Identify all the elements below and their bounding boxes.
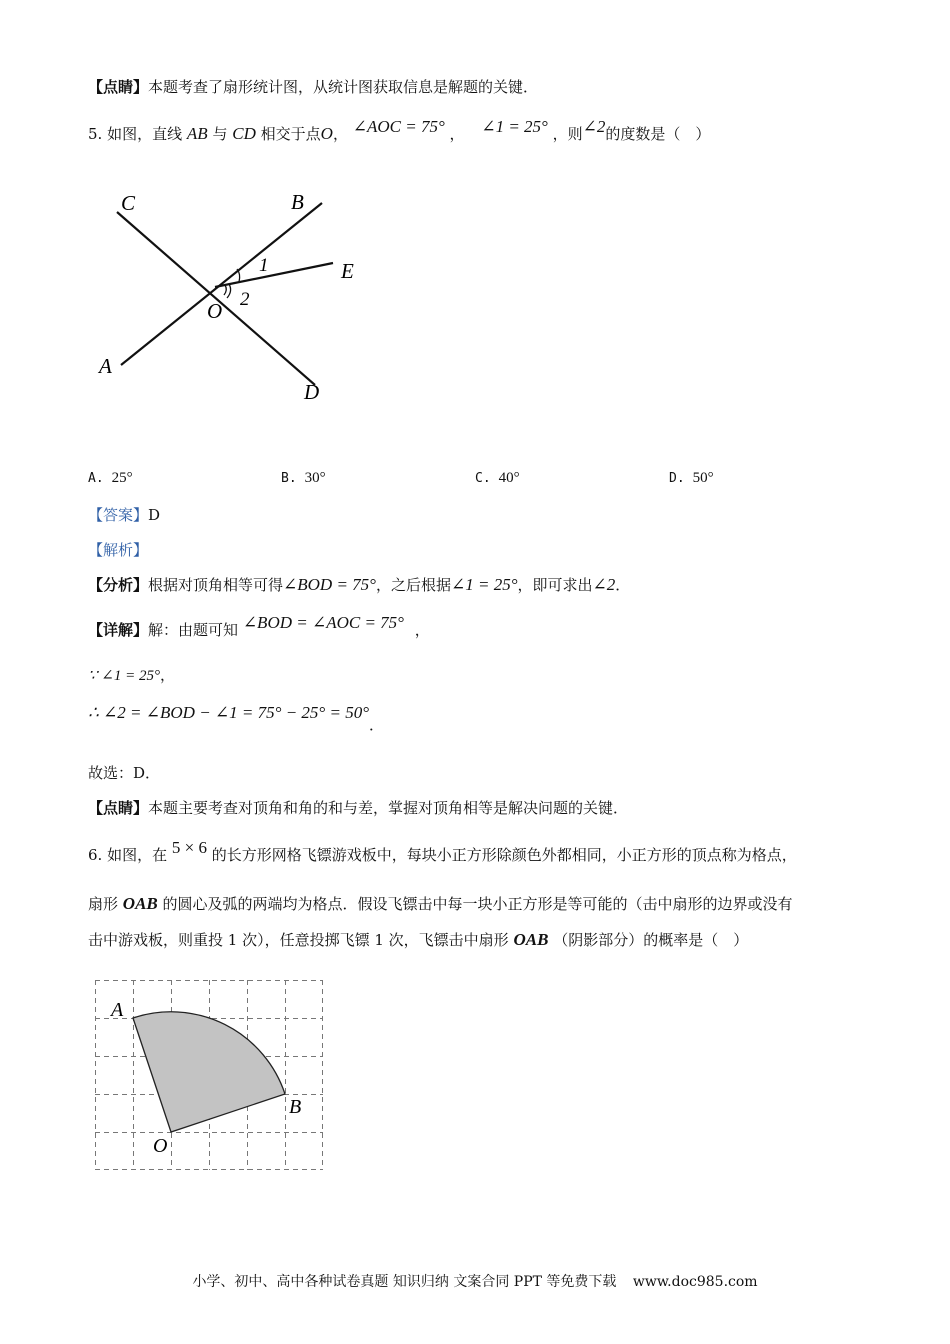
angle-1-value: ∠1 = 25° [481,117,548,136]
option-letter: D. [669,471,685,486]
angle-2-arc-inner [224,285,226,295]
fenxi-text-3: ，即可求出 [517,576,593,594]
answer-line [88,505,160,525]
figure-intersecting-lines [90,185,380,415]
fenxi-math-3: ∠2 [592,575,616,594]
fenxi-text-1: 根据对顶角相等可得 [148,576,284,594]
label-a: A [111,999,124,1021]
footer-text: 小学、初中、高中各种试卷真题 知识归纳 文案合同 PPT 等免费下载 [192,1274,617,1290]
point-note-1 [88,77,538,97]
detail-tag: 【详解】 [88,621,149,639]
question-6-line-2 [88,894,793,914]
analysis-heading [88,540,148,560]
detail-text: 解：由题可知 [148,621,239,639]
option-letter: B. [281,471,297,486]
line-cd: CD [232,124,256,143]
question-5-stem [88,117,711,144]
point-text: 本题主要考查对顶角和角的和与差，掌握对顶角相等是解决问题的关键． [148,799,629,817]
detail-comma: ， [414,621,430,639]
line-ab: AB [186,124,208,143]
sector-oab-shape [133,1012,285,1132]
label-angle-1: 1 [259,255,269,276]
option-a[interactable] [88,470,133,487]
option-b[interactable] [281,470,326,487]
q6-text-2a: 扇形 [88,895,119,913]
label-a: A [99,354,112,378]
q5-comma1: ， [332,125,348,143]
question-6-line-1 [88,838,797,865]
therefore-math: ∴ ∠2 = ∠BOD − ∠1 = 75° − 25° = 50° [88,703,369,722]
point-text: 本题考查了扇形统计图，从统计图获取信息是解题的关键． [148,78,539,96]
analysis-tag: 【解析】 [88,541,149,559]
footer-link[interactable]: www.doc985.com [632,1274,758,1290]
line-ab-stroke [121,203,322,365]
q5-mid1: 与 [212,125,228,143]
page-footer [0,1271,950,1291]
q5-mid2: 相交于点 [260,125,321,143]
fenxi-math-2: ∠1 = 25° [451,575,518,594]
because-line [88,665,175,686]
option-value: 25° [111,470,133,486]
label-d: D [304,380,320,404]
fenxi-text-2: ，之后根据 [375,576,451,594]
option-value: 40° [498,470,520,486]
therefore-period: ． [369,716,385,734]
q6-text-3b: （阴影部分）的概率是（ ） [553,931,749,949]
q6-text-1a: 6. 如图，在 [88,846,168,864]
detail-math: ∠BOD = ∠AOC = 75° [242,613,404,632]
fenxi-line [88,575,630,595]
option-c[interactable] [475,470,520,487]
option-value: 30° [304,470,326,486]
figure-dartboard-grid [95,980,325,1172]
option-letter: A. [88,471,104,486]
point-note-2 [88,798,628,818]
point-tag: 【点睛】 [88,799,149,817]
fenxi-tag: 【分析】 [88,576,149,594]
angle-aoc-value: ∠AOC = 75° [352,117,445,136]
label-b: B [289,1096,302,1118]
option-value: 50° [692,470,714,486]
label-o: O [153,1135,168,1157]
label-e: E [341,259,354,283]
fenxi-text-4: ． [615,576,631,594]
answer-tag: 【答案】 [88,506,149,524]
grid-size: 5 × 6 [171,838,207,857]
q5-suffix: 的度数是（ ） [605,125,711,143]
point-o: O [320,124,333,143]
label-c: C [121,191,136,215]
detail-line [88,613,430,640]
q5-comma3: ，则 [552,125,583,143]
sector-oab: OAB [513,930,549,949]
choose-line: 故选：D． [88,764,161,782]
fenxi-math-1: ∠BOD = 75° [283,575,376,594]
question-6-line-3 [88,930,748,950]
because-math: ∵ ∠1 = 25° [88,668,160,684]
option-d[interactable] [669,470,714,487]
q6-text-1b: 的长方形网格飞镖游戏板中，每块小正方形除颜色外都相同，小正方形的顶点称为格点， [211,846,797,864]
q6-text-2b: 的圆心及弧的两端均为格点．假设飞镖击中每一块小正方形是等可能的（击中扇形的边界或没有 [162,895,793,913]
q5-comma2: ， [449,125,465,143]
label-angle-2: 2 [240,289,250,310]
q6-text-3a: 击中游戏板，则重投 1 次），任意投掷飞镖 1 次，飞镖击中扇形 [88,931,509,949]
angle-2: ∠2 [582,117,606,136]
therefore-line [88,703,385,734]
q5-prefix: 5. 如图，直线 [88,125,183,143]
because-comma: ， [159,666,175,684]
answer-value: D [148,506,161,524]
label-b: B [291,190,304,214]
angle-2-arc [227,284,231,298]
option-letter: C. [475,471,491,486]
sector-oab: OAB [122,894,158,913]
point-tag: 【点睛】 [88,78,149,96]
label-o: O [207,299,223,323]
